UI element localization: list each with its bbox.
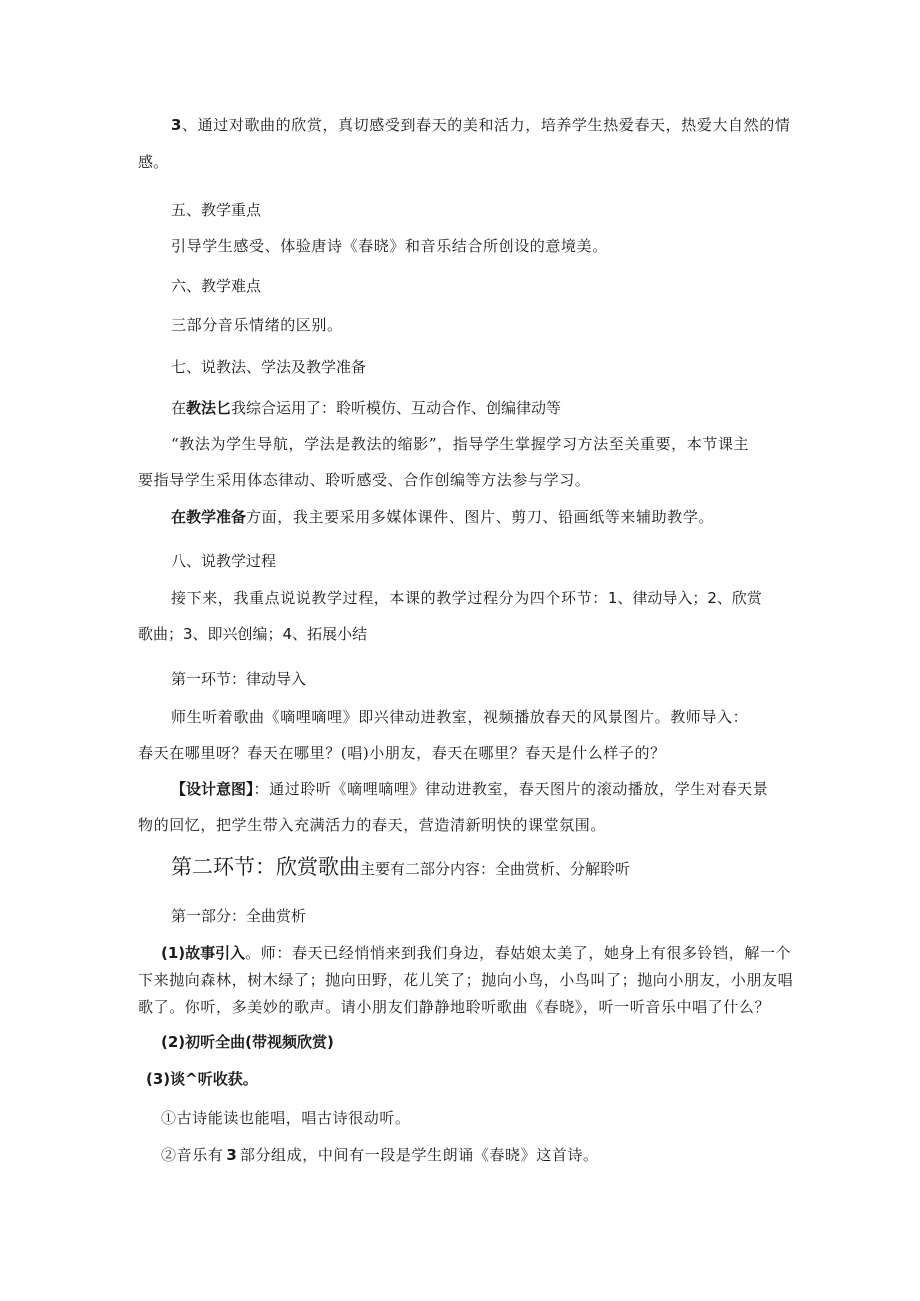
item-1-line-2: 下来抛向森林，树木绿了；抛向田野，花儿笑了；抛向小鸟，小鸟叫了；抛向小朋友，小朋友唱 xyxy=(138,971,794,989)
item-2: (2)初听全曲(带视频欣赏) xyxy=(161,1033,334,1051)
heading-process: 八、说教学过程 xyxy=(171,552,277,570)
conclusion-2: ②音乐有 3 部分组成，中间有一段是学生朗诵《春晓》这首诗。 xyxy=(161,1146,599,1164)
process-intro-line-1: 接下来，我重点说说教学过程，本课的教学过程分为四个环节：1、律动导入；2、欣赏 xyxy=(171,589,762,607)
process-intro-line-2: 歌曲；3、即兴创编；4、拓展小结 xyxy=(138,625,368,643)
conclusion-1: ①古诗能读也能唱，唱古诗很动听。 xyxy=(161,1109,411,1127)
item-1-line-1: (1)故事引入。师：春天已经悄悄来到我们身边，春姑娘太美了，她身上有很多铃铛，解一个 xyxy=(161,944,792,962)
item-1-line-3: 歌了。你听，多美妙的歌声。请小朋友们静静地聆听歌曲《春晓》，听一听音乐中唱了什么？ xyxy=(138,998,771,1016)
heading-key-points: 五、教学重点 xyxy=(171,201,262,219)
step-1-design-line-2: 物的回忆，把学生带入充满活力的春天，营造清新明快的课堂氛围。 xyxy=(138,816,607,834)
methods-prep-line: 在教学准备方面，我主要采用多媒体课件、图片、剪刀、铅画纸等来辅助教学。 xyxy=(171,508,715,526)
methods-quote-line-2: 要指导学生采用体态律动、聆听感受、合作创编等方法参与学习。 xyxy=(138,471,591,489)
heading-difficulties: 六、教学难点 xyxy=(171,277,262,295)
heading-part-1: 第一部分：全曲赏析 xyxy=(171,907,307,925)
goal-3-line-1: 3、通过对歌曲的欣赏，真切感受到春天的美和活力，培养学生热爱春天，热爱大自然的情 xyxy=(171,116,791,134)
heading-step-2: 第二环节：欣赏歌曲主要有二部分内容：全曲赏析、分解聆听 xyxy=(171,855,631,879)
step-1-line-1: 师生听着歌曲《嘀哩嘀哩》即兴律动进教室，视频播放春天的风景图片。教师导入： xyxy=(171,708,749,726)
key-points-text: 引导学生感受、体验唐诗《春晓》和音乐结合所创设的意境美。 xyxy=(171,237,608,255)
methods-quote-line-1: “教法为学生导航，学法是教法的缩影”，指导学生掌握学习方法至关重要，本节课主 xyxy=(171,435,750,453)
methods-teaching-line: 在教法匕我综合运用了：聆听模仿、互动合作、创编律动等 xyxy=(171,399,562,417)
step-1-line-2: 春天在哪里呀？春天在哪里？(唱)小朋友，春天在哪里？春天是什么样子的？ xyxy=(138,744,666,762)
goal-3-line-2: 感。 xyxy=(138,153,169,171)
heading-step-1: 第一环节：律动导入 xyxy=(171,670,307,688)
item-3: (3)谈^听收获。 xyxy=(146,1070,258,1088)
step-1-design-line-1: 【设计意图】：通过聆听《嘀哩嘀哩》律动进教室，春天图片的滚动播放，学生对春天景 xyxy=(171,780,769,798)
heading-methods: 七、说教法、学法及教学准备 xyxy=(171,358,367,376)
difficulties-text: 三部分音乐情绪的区别。 xyxy=(171,316,343,334)
